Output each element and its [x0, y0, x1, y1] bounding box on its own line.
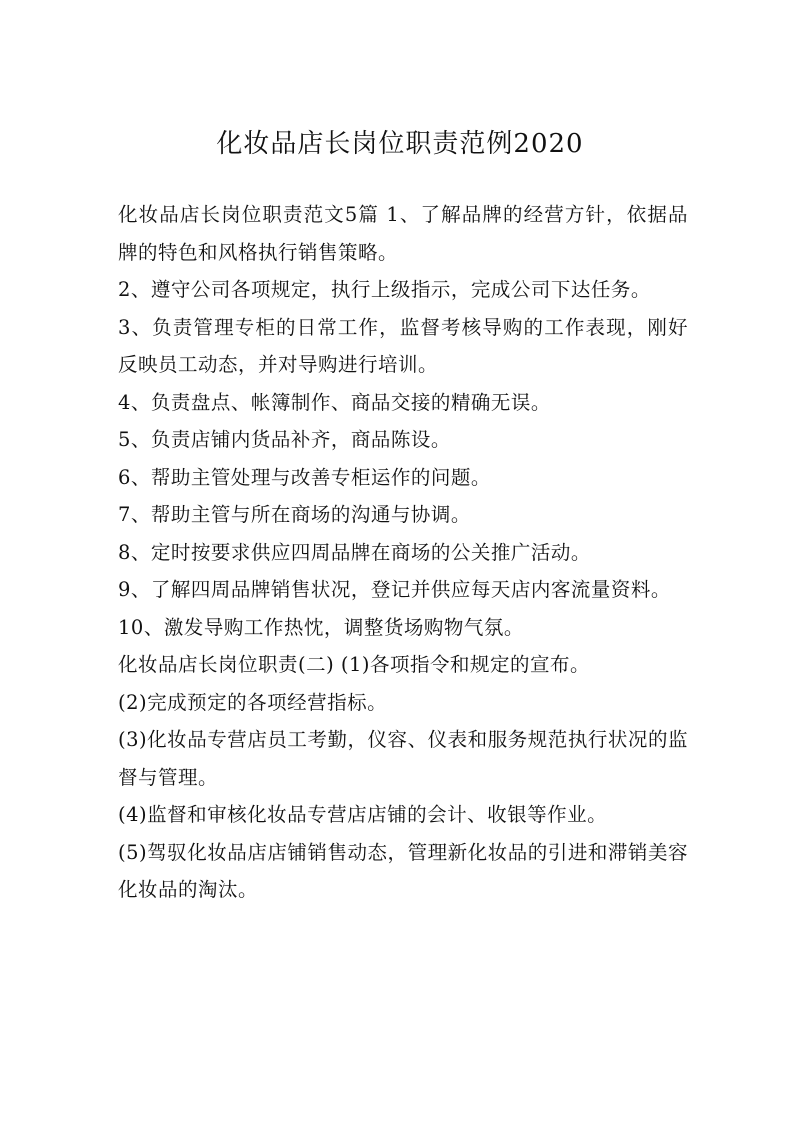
paragraph: 4、负责盘点、帐簿制作、商品交接的精确无误。 [118, 390, 551, 414]
paragraph: (3)化妆品专营店员工考勤，仪容、仪表和服务规范执行状况的监督与管理。 [118, 728, 688, 789]
paragraph: 3、负责管理专柜的日常工作，监督考核导购的工作表现，刚好反映员工动态，并对导购进行培训。 [118, 315, 688, 376]
document-title: 化妆品店长岗位职责范例2020 [216, 129, 584, 159]
paragraph: 2、遵守公司各项规定，执行上级指示，完成公司下达任务。 [118, 278, 651, 301]
paragraph: (2)完成预定的各项经营指标。 [118, 690, 388, 714]
paragraph: 10、激发导购工作热忱，调整货场购物气氛。 [118, 615, 524, 639]
paragraph: 7、帮助主管与所在商场的沟通与协调。 [118, 503, 471, 526]
paragraph: 8、定时按要求供应四周品牌在商场的公关推广活动。 [118, 540, 591, 564]
document-body [118, 196, 688, 909]
paragraph: 6、帮助主管处理与改善专柜运作的问题。 [118, 465, 491, 489]
paragraph: (4)监督和审核化妆品专营店店铺的会计、收银等作业。 [118, 803, 608, 826]
paragraph: 9、了解四周品牌销售状况，登记并供应每天店内客流量资料。 [118, 578, 671, 601]
paragraph: 化妆品店长岗位职责(二) (1)各项指令和规定的宣布。 [118, 653, 591, 676]
paragraph: 化妆品店长岗位职责范文5篇 1、了解品牌的经营方针，依据品牌的特色和风格执行销售策略。 [118, 203, 688, 264]
paragraph: (5)驾驭化妆品店店铺销售动态，管理新化妆品的引进和滞销美容化妆品的淘汰。 [118, 840, 688, 901]
paragraph: 5、负责店铺内货品补齐，商品陈设。 [118, 428, 451, 451]
